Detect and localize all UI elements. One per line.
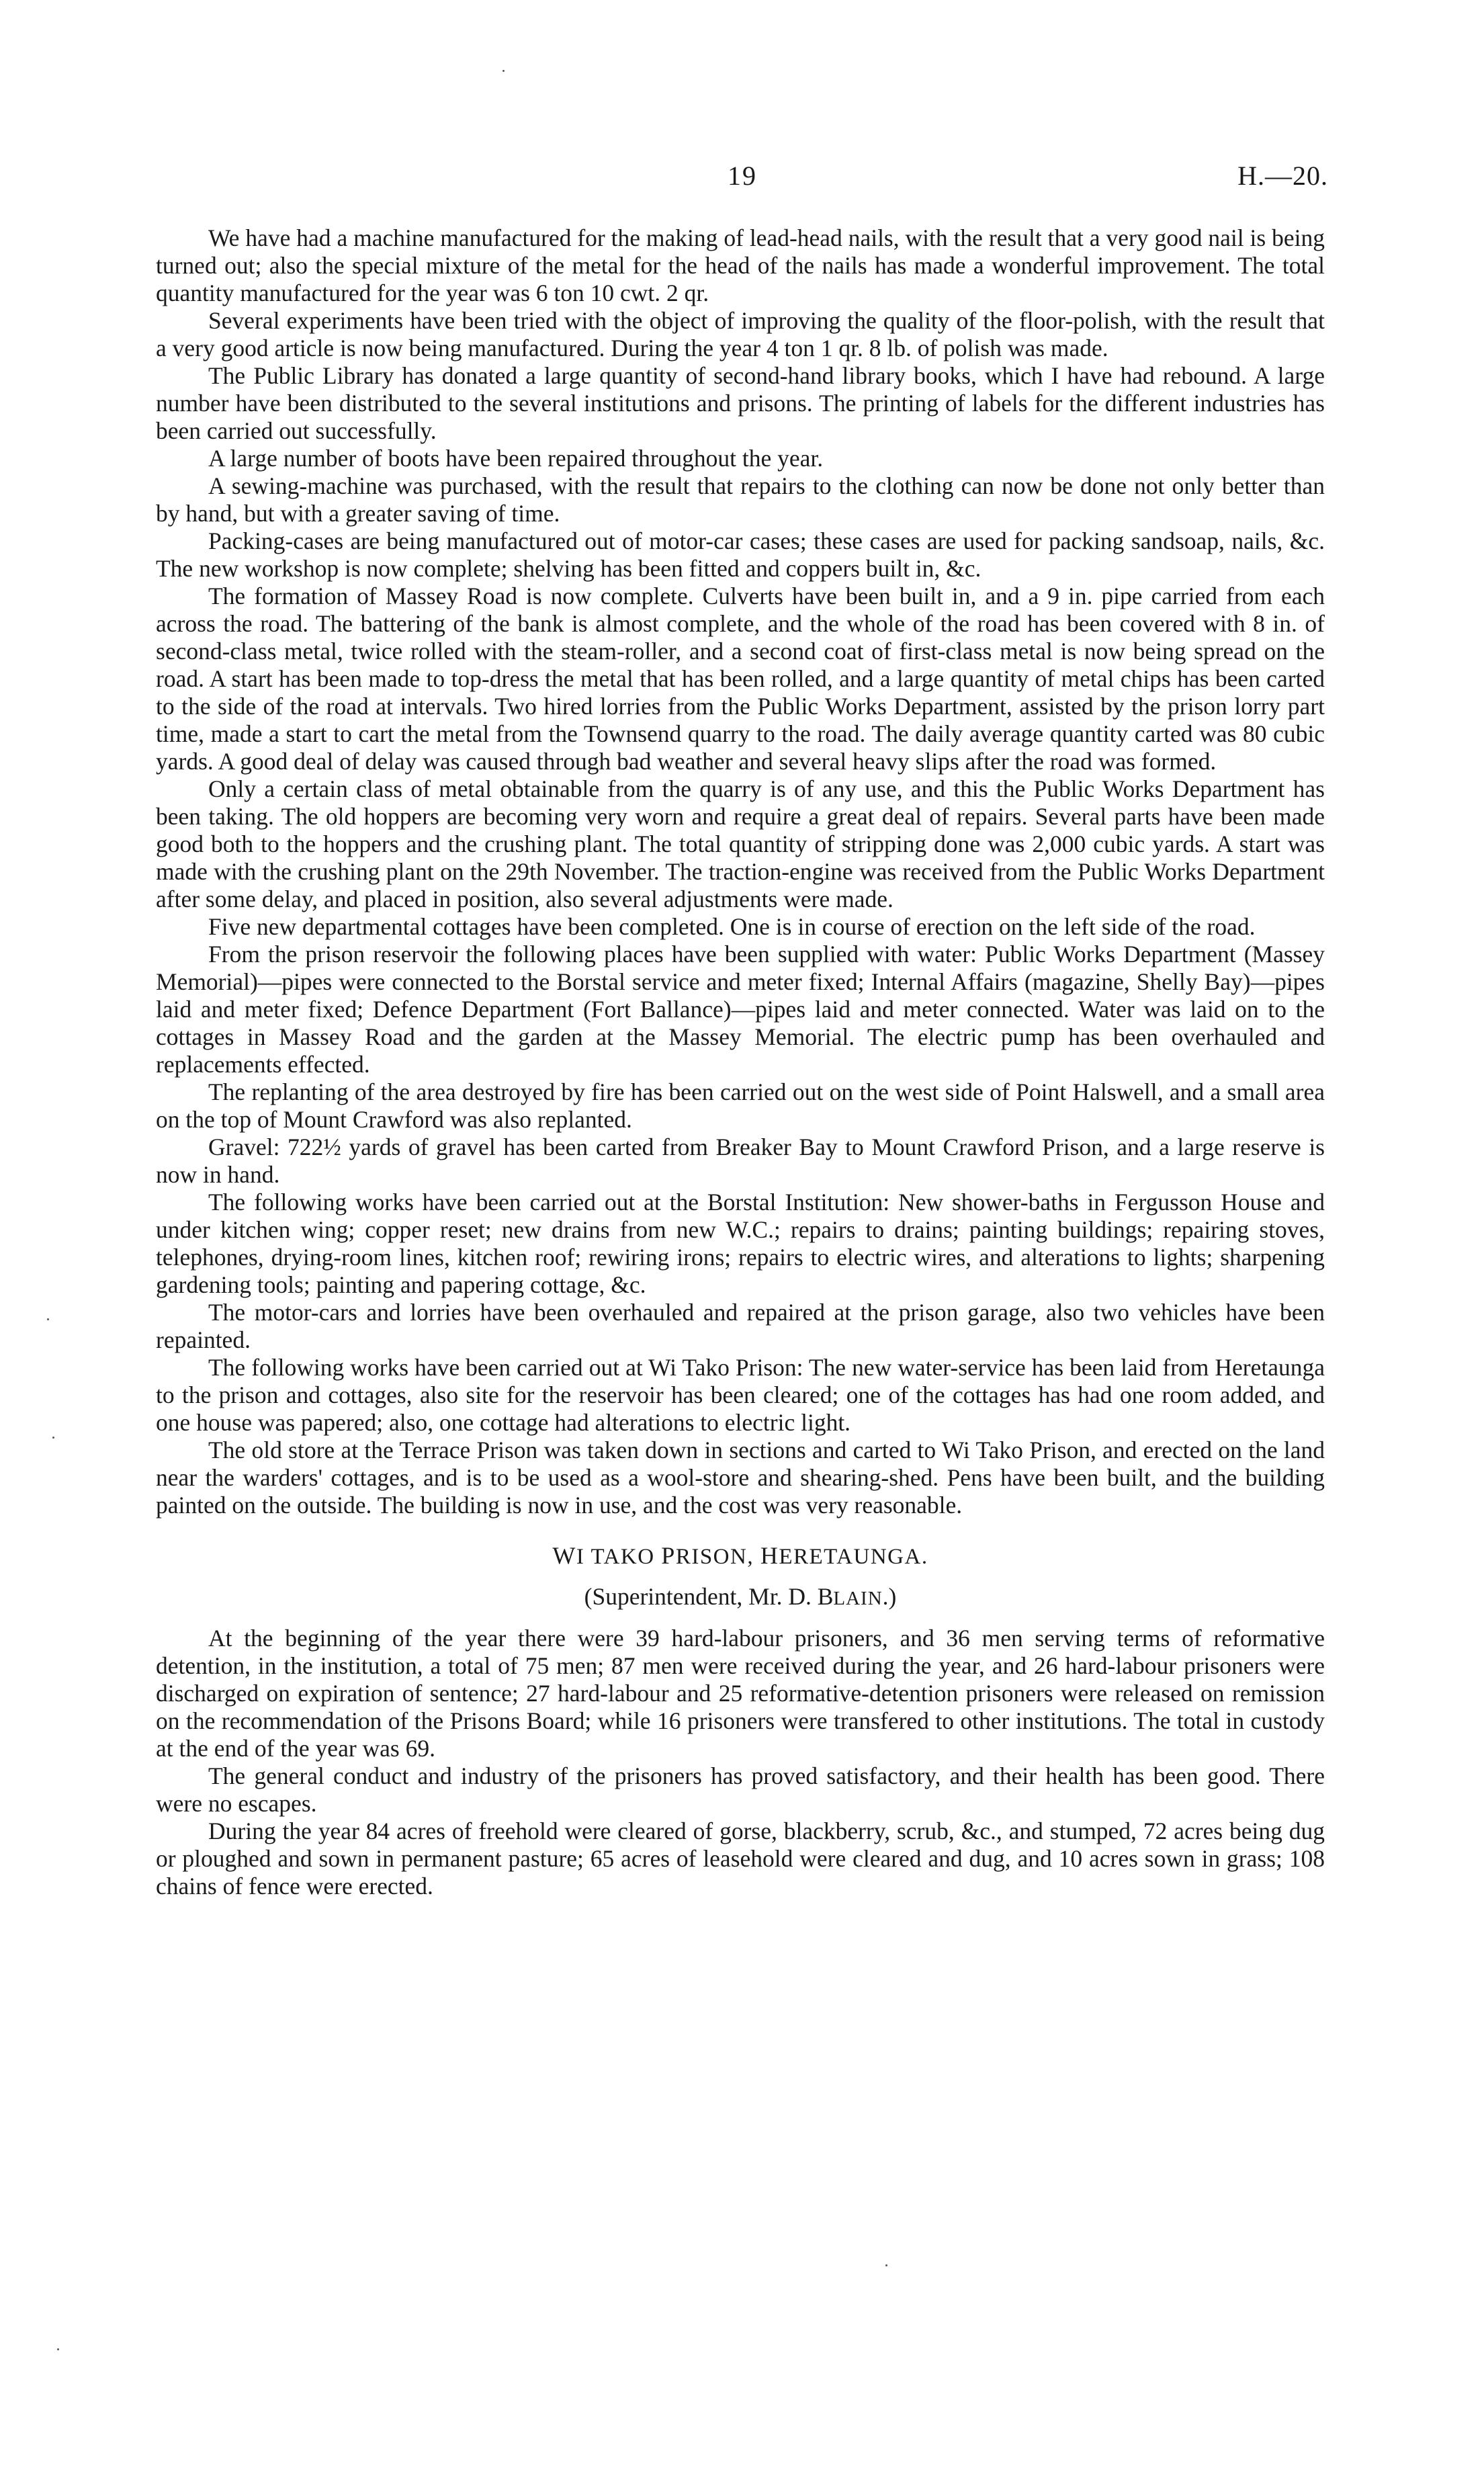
body-text bbox=[156, 224, 1325, 1900]
paragraph-floor-polish: Several experiments have been tried with the object of improving the quality of the floor-polish, with the result that a very good article is now being manufactured. During the year 4 ton 1 qr. 8 lb. of polish was made. bbox=[156, 307, 1325, 361]
paragraph-land-clearing: During the year 84 acres of freehold were cleared of gorse, blackberry, scrub, &c., and stumped, 72 acres being dug or ploughed and sown in permanent pasture; 65 acres of leasehold were cleared and dug, and 10 acres sown in grass; 108 chains of fence were erected. bbox=[156, 1818, 1325, 1899]
page-number: 19 bbox=[728, 161, 757, 191]
paragraph-prisoner-counts: At the beginning of the year there were 39 hard-labour prisoners, and 36 men serving terms of reformative detention, in the institution, a total of 75 men; 87 men were received during the year, and 26 hard-labour prisoners were discharged on expiration of sentence; 27 hard-labour and 25 reformative-detention prisoners were released on remission on the recommendation of the Prisons Board; while 16 prisoners were transfered to other institutions. The total in custody at the end of the year was 69. bbox=[156, 1625, 1325, 1762]
paragraph-terrace-store: The old store at the Terrace Prison was taken down in sections and carted to Wi Tako Prison, and erected on the land near the warders' cottages, and is to be used as a wool-store and shearing-shed. Pens have been built, and the building painted on the outside. The building is now in use, and the cost was very reasonable. bbox=[156, 1437, 1325, 1519]
document-reference: H.—20. bbox=[1237, 161, 1328, 191]
page-header bbox=[0, 160, 1484, 200]
scan-speck bbox=[885, 2264, 887, 2266]
paragraph-boots: A large number of boots have been repaired throughout the year. bbox=[208, 445, 824, 472]
paragraph-borstal-works: The following works have been carried out at the Borstal Institution: New shower-baths in Fergusson House and under kitchen wing; copper reset; new drains from new W.C.; repairs to drains; painting buildings; repairing stoves, telephones, drying-room lines, kitchen roof; rewiring irons; repairs to electric wires, and alterations to lights; sharpening gardening tools; painting and papering cottage, &c. bbox=[156, 1189, 1325, 1298]
section-subtitle: (Superintendent, Mr. D. BLAIN.) bbox=[584, 1583, 897, 1610]
paragraph-library-books: The Public Library has donated a large quantity of second-hand library books, which I have had rebound. A large number have been distributed to the several institutions and prisons. The printing of labels for the different industries has been carried out successfully. bbox=[156, 362, 1325, 444]
paragraph-wi-tako-works: The following works have been carried out at Wi Tako Prison: The new water-service has been laid from Heretaunga to the prison and cottages, also site for the reservoir has been cleared; one of the cottages has had one room added, and one house was papered; also, one cottage had alterations to electric light. bbox=[156, 1354, 1325, 1436]
scan-speck bbox=[57, 2348, 59, 2350]
scan-speck bbox=[52, 1437, 54, 1439]
scan-speck bbox=[47, 1318, 49, 1320]
paragraph-packing-cases: Packing-cases are being manufactured out of motor-car cases; these cases are used for packing sandsoap, nails, &c. The new workshop is now complete; shelving has been fitted and coppers built in, &c. bbox=[156, 527, 1325, 582]
paragraph-sewing-machine: A sewing-machine was purchased, with the result that repairs to the clothing can now be done not only better than by hand, but with a greater saving of time. bbox=[156, 472, 1325, 527]
paragraph-replanting: The replanting of the area destroyed by fire has been carried out on the west side of Point Halswell, and a small area on the top of Mount Crawford was also replanted. bbox=[156, 1078, 1325, 1133]
paragraph-motor-cars: The motor-cars and lorries have been overhauled and repaired at the prison garage, also two vehicles have been repainted. bbox=[156, 1299, 1325, 1353]
paragraph-quarry: Only a certain class of metal obtainable from the quarry is of any use, and this the Public Works Department has been taking. The old hoppers are becoming very worn and require a great deal of repairs. Several parts have been made good both to the hoppers and the crushing plant. The total quantity of stripping done was 2,000 cubic yards. A start was made with the crushing plant on the 29th November. The traction-engine was received from the Public Works Department after some delay, and placed in position, also several adjustments were made. bbox=[156, 775, 1325, 912]
scan-speck bbox=[503, 70, 505, 72]
paragraph-gravel: Gravel: 722½ yards of gravel has been carted from Breaker Bay to Mount Crawford Prison, and a large reserve is now in hand. bbox=[156, 1134, 1325, 1188]
paragraph-cottages: Five new departmental cottages have been completed. One is in course of erection on the left side of the road. bbox=[208, 913, 1256, 940]
section-title: WI TAKO PRISON, HERETAUNGA. bbox=[552, 1542, 928, 1569]
paragraph-conduct: The general conduct and industry of the prisoners has proved satisfactory, and their health has been good. There were no escapes. bbox=[156, 1762, 1325, 1817]
paragraph-massey-road: The formation of Massey Road is now complete. Culverts have been built in, and a 9 in. pipe carried from each across the road. The battering of the bank is almost complete, and the whole of the road has been covered with 8 in. of second-class metal, twice rolled with the steam-roller, and a second coat of first-class metal is now being spread on the road. A start has been made to top-dress the metal that has been rolled, and a large quantity of metal chips has been carted to the side of the road at intervals. Two hired lorries from the Public Works Department, assisted by the prison lorry part time, made a start to cart the metal from the Townsend quarry to the road. The daily average quantity carted was 80 cubic yards. A good deal of delay was caused through bad weather and several heavy slips after the road was formed. bbox=[156, 583, 1325, 775]
paragraph-reservoir: From the prison reservoir the following places have been supplied with water: Public Works Department (Massey Memorial)—pipes were connected to the Borstal service and meter fixed; Internal Affairs (magazine, Shelly Bay)—pipes laid and meter fixed; Defence Department (Fort Ballance)—pipes laid and meter connected. Water was laid on to the cottages in Massey Road and the garden at the Massey Memorial. The electric pump has been overhauled and replacements effected. bbox=[156, 941, 1325, 1078]
paragraph-lead-head-nails: We have had a machine manufactured for the making of lead-head nails, with the result that a very good nail is being turned out; also the special mixture of the metal for the head of the nails has made a wonderful improvement. The total quantity manufactured for the year was 6 ton 10 cwt. 2 qr. bbox=[156, 224, 1325, 306]
